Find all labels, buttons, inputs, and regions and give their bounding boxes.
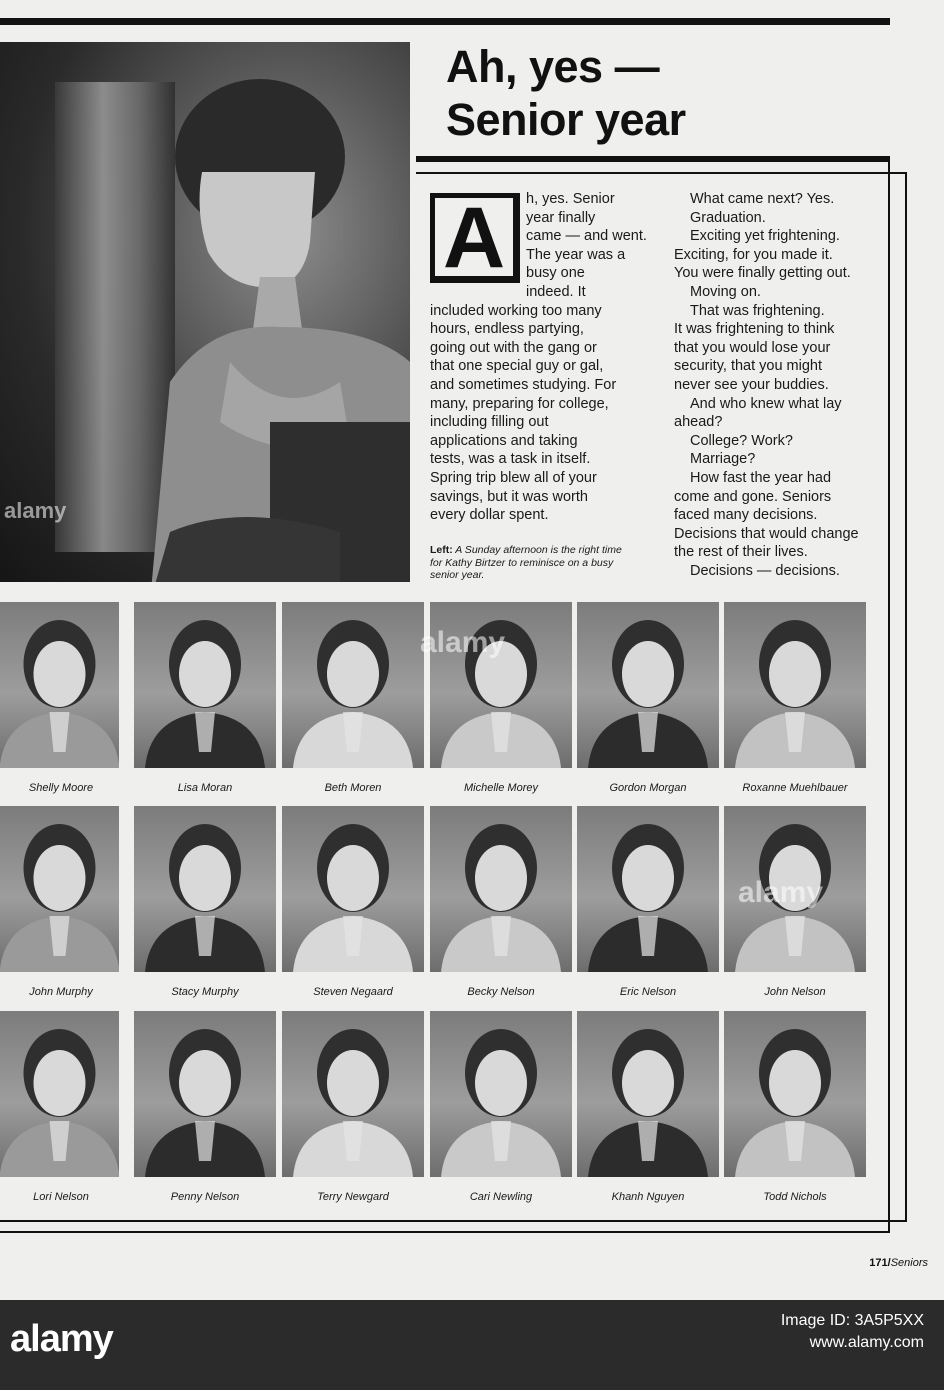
story-line: the rest of their lives.	[674, 544, 808, 561]
drop-cap: A	[430, 193, 520, 283]
image-id: Image ID: 3A5P5XX	[780, 1312, 924, 1329]
story-line: faced many decisions.	[674, 507, 818, 524]
student-name: Beth Moren	[324, 782, 382, 794]
story-line: every dollar spent.	[430, 507, 549, 524]
student-name: Lisa Moran	[177, 782, 233, 794]
section-label: Seniors	[890, 1257, 928, 1269]
story-line: Graduation.	[690, 209, 766, 226]
page-folio	[800, 1257, 928, 1269]
headline-line-2: Senior year	[446, 94, 686, 145]
student-portrait	[282, 602, 424, 768]
story-column-2	[674, 190, 884, 580]
story-line: College? Work?	[690, 432, 793, 449]
headline-rule	[416, 156, 890, 162]
story-line: and sometimes studying. For	[430, 376, 617, 393]
frame-bottom	[0, 1220, 907, 1222]
student-portrait	[724, 1011, 866, 1177]
story-line: Spring trip blew all of your	[430, 469, 597, 486]
story-line: And who knew what lay	[690, 395, 842, 412]
story-line: It was frightening to think	[674, 321, 835, 338]
story-line: year finally	[526, 209, 596, 226]
student-name: Stacy Murphy	[171, 986, 239, 998]
student-name: Shelly Moore	[28, 782, 94, 794]
student-portrait	[0, 1011, 119, 1177]
student-name: Becky Nelson	[467, 986, 535, 998]
story-line: h, yes. Senior	[526, 191, 615, 207]
story-line: security, that you might	[674, 358, 823, 375]
student-name: Khanh Nguyen	[611, 1191, 685, 1203]
frame-top	[416, 172, 907, 174]
student-portrait	[282, 1011, 424, 1177]
student-name: Todd Nichols	[763, 1191, 827, 1203]
story-line: come and gone. Seniors	[674, 488, 832, 505]
watermark-info	[781, 1310, 924, 1354]
photo-caption	[430, 544, 630, 582]
student-portrait	[282, 806, 424, 972]
student-name: Penny Nelson	[170, 1191, 240, 1203]
story-line: never see your buddies.	[674, 376, 829, 393]
student-portrait	[134, 806, 276, 972]
watermark-overlay: alamy	[738, 876, 824, 909]
story-line: Exciting, for you made it.	[674, 246, 833, 263]
top-rule	[0, 18, 890, 25]
site-url: www.alamy.com	[809, 1334, 924, 1351]
student-name: Eric Nelson	[619, 986, 677, 998]
student-name: John Nelson	[764, 986, 826, 998]
story-line: including filling out	[430, 414, 549, 431]
frame-inner-right	[888, 162, 890, 1232]
student-name: Michelle Morey	[464, 782, 538, 794]
student-portrait	[0, 806, 119, 972]
student-portrait	[430, 806, 572, 972]
story-line: That was frightening.	[690, 302, 825, 319]
story-line: that one special guy or gal,	[430, 358, 604, 375]
student-name: Lori Nelson	[33, 1191, 89, 1203]
alamy-logo: alamy	[10, 1318, 113, 1360]
caption-lead: Left:	[430, 544, 453, 556]
story-line: indeed. It	[526, 283, 586, 300]
frame-bottom-outer	[0, 1231, 890, 1233]
watermark-overlay: alamy	[420, 626, 506, 659]
caption-text: A Sunday afternoon is the right time for Kathy Birtzer to reminisce on a busy senior year.	[430, 544, 622, 581]
student-portrait	[0, 602, 119, 768]
student-portrait	[724, 602, 866, 768]
story-line: many, preparing for college,	[430, 395, 609, 412]
student-name: Gordon Morgan	[609, 782, 687, 794]
story-line: savings, but it was worth	[430, 488, 588, 505]
story-line: Exciting yet frightening.	[690, 228, 840, 245]
student-name: Roxanne Muehlbauer	[742, 782, 848, 794]
story-line: included working too many	[430, 302, 602, 319]
student-portrait	[577, 602, 719, 768]
headline-line-1: Ah, yes —	[446, 41, 660, 92]
story-line: What came next? Yes.	[690, 191, 835, 207]
story-line: hours, endless partying,	[430, 321, 584, 338]
student-portrait	[577, 806, 719, 972]
story-line: You were finally getting out.	[674, 265, 851, 282]
story-line: going out with the gang or	[430, 339, 597, 356]
story-line: Decisions — decisions.	[690, 562, 840, 579]
student-portrait	[430, 1011, 572, 1177]
story-line: How fast the year had	[690, 469, 832, 486]
story-line: Decisions that would change	[674, 525, 859, 542]
student-portrait	[134, 1011, 276, 1177]
story-line: tests, was a task in itself.	[430, 451, 591, 468]
story-line: The year was a	[526, 246, 626, 263]
frame-right	[905, 172, 907, 1222]
student-portrait	[577, 1011, 719, 1177]
story-column-1	[430, 190, 670, 525]
story-line: busy one	[526, 265, 585, 282]
story-line: applications and taking	[430, 432, 578, 449]
watermark-overlay: alamy	[4, 498, 67, 523]
page-number: 171/	[869, 1257, 891, 1269]
student-portrait	[134, 602, 276, 768]
student-name: Steven Negaard	[313, 986, 393, 998]
story-line: ahead?	[674, 414, 723, 431]
headline	[446, 40, 866, 146]
story-line: Marriage?	[690, 451, 756, 468]
story-line: Moving on.	[690, 283, 761, 300]
story-line: that you would lose your	[674, 339, 831, 356]
student-name: Terry Newgard	[317, 1191, 389, 1203]
student-name: Cari Newling	[469, 1191, 533, 1203]
student-name: John Murphy	[29, 986, 93, 998]
story-line: came — and went.	[526, 228, 647, 245]
